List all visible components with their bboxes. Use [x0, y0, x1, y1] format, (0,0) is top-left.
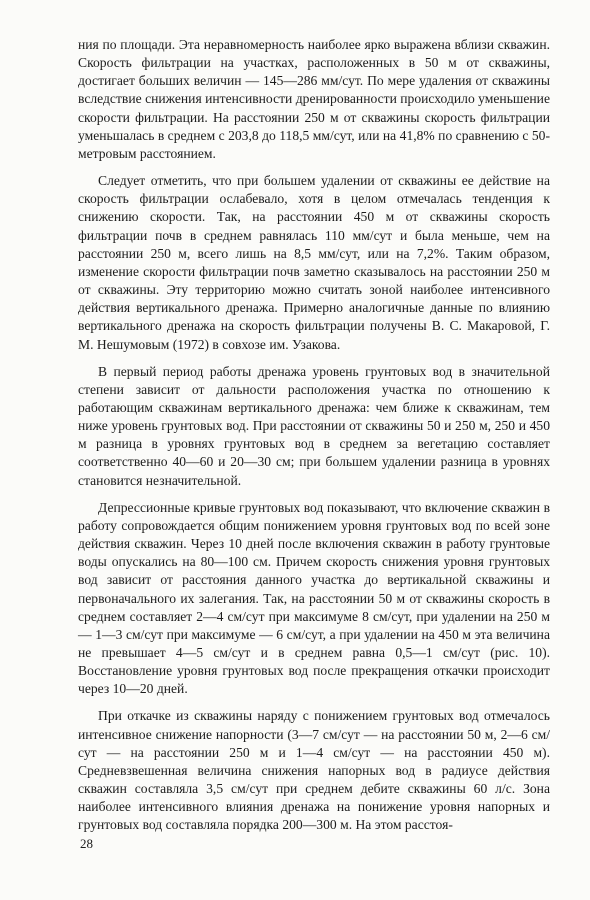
paragraph: В первый период работы дренажа уровень грунтовых вод в значительной степени зависит от дальности расположения участка по отношению к работающим скважинам вертикального дренажа: чем ближе к скважинам, тем ниже уровень грунтовых вод. При расстоянии от скважины 50 и 250 м, 250 и 450 м разница в уровнях грунтовых вод в среднем за вегетацию составляет соответственно 40—60 и 20—30 см; при большем удалении разница в уровнях становится незначительной.: [78, 363, 550, 488]
paragraph: Следует отметить, что при большем удалении от скважины ее действие на скорость фильтрации ослабевало, хотя в целом отмечалась тенденция к снижению скорости. Так, на расстоянии 450 м от скважины скорость фильтрации почв в среднем равнялась 110 мм/сут и была меньше, чем на расстоянии 250 м, всего лишь на 8,5 мм/сут, или на 7,2%. Таким образом, изменение скорости фильтрации почв заметно сказывалось на расстоянии 250 м от скважины. Эту территорию можно считать зоной наиболее интенсивного действия вертикального дренажа. Примерно аналогичные данные по влиянию вертикального дренажа на скорость фильтрации получены В. С. Макаровой, Г. М. Нешумовым (1972) в совхозе им. Узакова.: [78, 173, 550, 352]
body-text: [78, 36, 550, 844]
page-number: 28: [80, 836, 93, 851]
paragraph: Депрессионные кривые грунтовых вод показывают, что включение скважин в работу сопровождается общим понижением уровня грунтовых вод по всей зоне действия скважин. Через 10 дней после включения скважин в работу грунтовые воды опускались на 80—100 см. Причем скорость снижения уровня грунтовых вод зависит от расстояния данного участка до вертикальной скважины и первоначального их залегания. Так, на расстоянии 50 м от скважины скорость в среднем составляет 2—4 см/сут при максимуме 8 см/сут, при удалении на 250 м — 1—3 см/сут при максимуме — 6 см/сут, а при удалении на 450 м эта величина не превышает 4—5 см/сут и в среднем равна 0,5—1 см/сут (рис. 10). Восстановление уровня грунтовых вод после прекращения откачки происходит через 10—20 дней.: [78, 499, 550, 697]
paragraph: ния по площади. Эта неравномерность наиболее ярко выражена вблизи скважин. Скорость фильтрации на участках, расположенных в 50 м от скважины, достигает больших величин — 145—286 мм/сут. По мере удаления от скважины вследствие снижения интенсивности дренированности происходило уменьшение скорости фильтрации. На расстоянии 250 м от скважины скорость фильтрации уменьшалась в среднем с 203,8 до 118,5 мм/сут, или на 41,8% по сравнению с 50-метровым расстоянием.: [78, 37, 550, 161]
paragraph: При откачке из скважины наряду с понижением грунтовых вод отмечалось интенсивное снижение напорности (3—7 см/сут — на расстоянии 50 м, 2—6 см/сут — на расстоянии 250 м и 1—4 см/сут — на расстоянии 450 м). Средневзвешенная величина снижения напорных вод в радиусе действия скважин составляла 3,5 см/сут при среднем дебите скважины 60 л/с. Зона наиболее интенсивного влияния дренажа на понижение уровня напорных и грунтовых вод составляла порядка 200—300 м. На этом расстоя-: [78, 708, 550, 833]
